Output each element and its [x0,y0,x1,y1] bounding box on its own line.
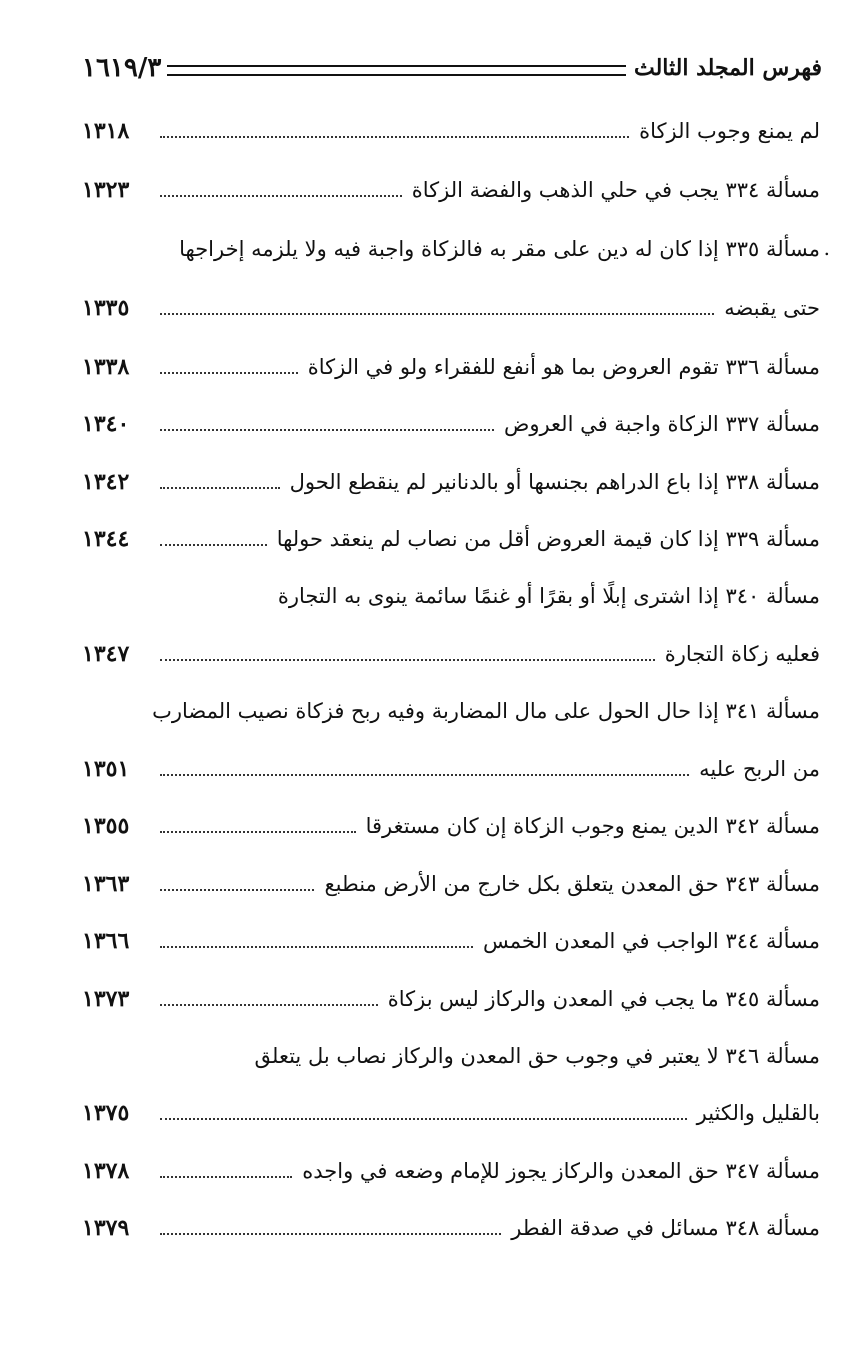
entry-page: ١٣١٨ [82,118,130,144]
entry-title: مسألة ٣٣٧ الزكاة واجبة في العروض [503,412,820,436]
entry-page: ١٣٧٨ [82,1158,130,1184]
entry-title: مسألة ٣٤١ إذا حال الحول على مال المضاربة وفيه ربح فزكاة نصيب المضارب [152,699,820,723]
entry-title: حتى يقبضه [724,296,820,320]
dot-leader [160,544,267,546]
index-entry [82,634,820,674]
index-entry [82,347,820,387]
entry-page: ١٣٧٣ [82,986,130,1012]
entry-title: بالقليل والكثير [696,1101,820,1125]
entry-title: فعليه زكاة التجارة [664,642,820,666]
entry-title: مسألة ٣٤٧ حق المعدن والركاز يجوز للإمام وضعه في واجده [302,1159,820,1183]
dot-leader [160,1004,378,1006]
index-entry [82,1093,820,1133]
entry-title: مسألة ٣٤٦ لا يعتبر في وجوب حق المعدن والركاز نصاب بل يتعلق [254,1044,820,1068]
index-entry [82,404,820,444]
dot-leader [160,195,402,197]
entry-title: مسألة ٣٣٩ إذا كان قيمة العروض أقل من نصاب لم ينعقد حولها [276,527,820,551]
entry-title: مسألة ٣٤٠ إذا اشترى إبلًا أو بقرًا أو غنمًا سائمة ينوى به التجارة [277,584,820,608]
page-header [82,48,822,88]
entry-title: لم يمنع وجوب الزكاة [639,119,820,143]
dot-leader [160,487,280,489]
index-entry [82,111,820,151]
index-entry [82,462,820,502]
header-rule [167,65,626,76]
volume-title: فهرس المجلد الثالث [634,55,822,81]
index-entry [82,519,820,559]
index-entry [82,170,820,210]
entry-page: ١٣٣٥ [82,295,130,321]
entry-title: مسألة ٣٤٨ مسائل في صدقة الفطر [511,1216,820,1240]
index-entry-line [82,229,820,269]
entry-title: مسألة ٣٣٤ يجب في حلي الذهب والفضة الزكاة [411,178,820,202]
entry-page: ١٣٧٩ [82,1215,130,1241]
entry-page: ١٣٤٧ [82,641,130,667]
dot-leader [160,1118,687,1120]
entry-title: مسألة ٣٤٣ حق المعدن يتعلق بكل خارج من الأرض منطبع [324,872,820,896]
dot-leader [160,136,629,138]
dot-leader [160,889,314,891]
entry-page: ١٣٦٣ [82,871,130,897]
entry-title: مسألة ٣٤٥ ما يجب في المعدن والركاز ليس بزكاة [387,987,820,1011]
entry-page: ١٣٥١ [82,756,130,782]
entry-page: ١٣٣٨ [82,354,130,380]
dot-leader [160,659,655,661]
dot-leader [160,1233,501,1235]
entry-title: مسألة ٣٣٨ إذا باع الدراهم بجنسها أو بالدنانير لم ينقطع الحول [289,470,820,494]
index-entry [82,806,820,846]
index-entry [82,288,820,328]
entry-title: مسألة ٣٣٦ تقوم العروض بما هو أنفع للفقراء ولو في الزكاة [307,355,820,379]
dot-leader [160,774,689,776]
index-entry-line [82,576,820,616]
entry-page: ١٣٤٤ [82,526,130,552]
entry-page: ١٣٧٥ [82,1100,130,1126]
index-entry [82,1208,820,1248]
entry-title: من الربح عليه [699,757,820,781]
page-number: ١٦١٩/٣ [82,53,162,83]
index-entry [82,864,820,904]
entry-page: ١٣٤٠ [82,411,130,437]
margin-dot: . [823,236,830,260]
dot-leader [160,831,356,833]
index-entry [82,921,820,961]
entry-title: مسألة ٣٤٤ الواجب في المعدن الخمس [483,929,820,953]
index-entry-line [82,1036,820,1076]
dot-leader [160,946,473,948]
index-entry [82,979,820,1019]
dot-leader [160,313,714,315]
dot-leader [160,1176,292,1178]
index-entry-line [82,691,820,731]
index-entry [82,1151,820,1191]
entry-page: ١٣٥٥ [82,813,130,839]
entry-page: ١٣٤٢ [82,469,130,495]
index-entry [82,749,820,789]
entry-title: مسألة ٣٤٢ الدين يمنع وجوب الزكاة إن كان مستغرقا [365,814,820,838]
dot-leader [160,429,494,431]
entry-page: ١٣٦٦ [82,928,130,954]
entry-page: ١٣٢٣ [82,177,130,203]
entry-title: مسألة ٣٣٥ إذا كان له دين على مقر به فالزكاة واجبة فيه ولا يلزمه إخراجها [179,237,820,261]
dot-leader [160,372,298,374]
